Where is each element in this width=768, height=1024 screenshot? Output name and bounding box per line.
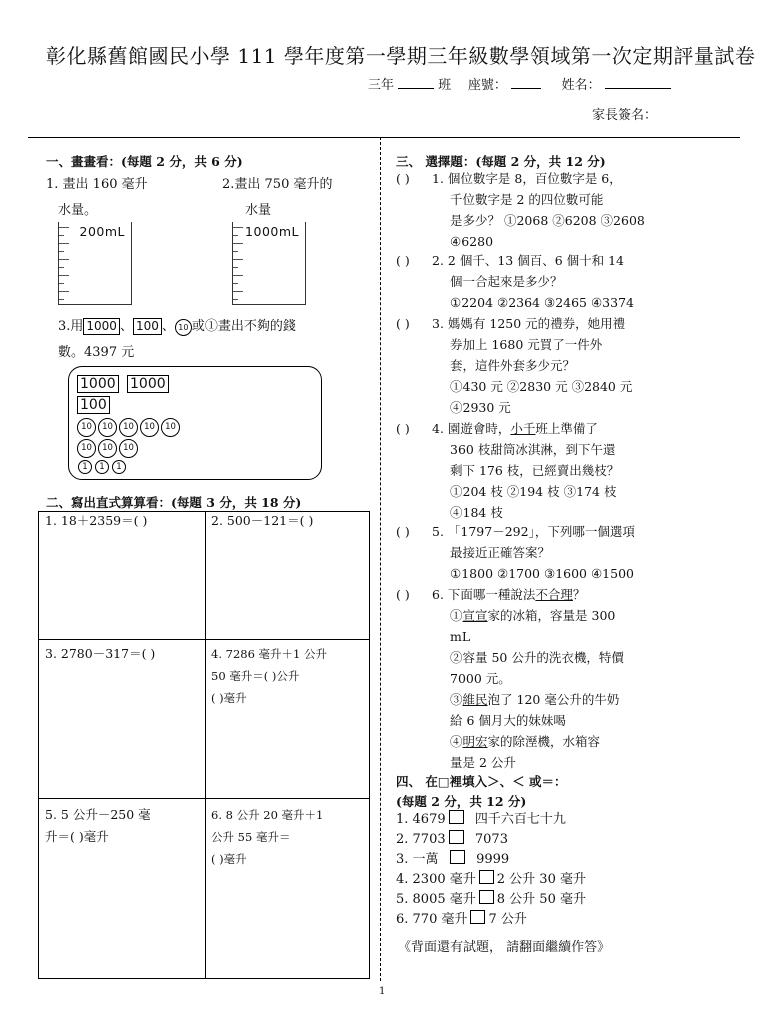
q5-line: 最接近正確答案？ (450, 545, 551, 560)
q6-line: 給 6 個月大的妹妹喝 (450, 713, 566, 728)
compare-left: 6. 770 毫升 (396, 912, 468, 927)
compare-right: 7073 (474, 832, 508, 847)
bill-1000-icon: 1000 (77, 375, 119, 393)
class-label: 班 (438, 78, 452, 93)
calc-cell-4-line2: 50 毫升＝( )公升 (211, 669, 300, 683)
q6-option-4 (450, 731, 736, 752)
coin-10-icon: 10 (77, 418, 96, 437)
parent-signature-label: 家長簽名： (592, 108, 658, 123)
compare-item-3 (396, 850, 586, 870)
compare-item-4 (396, 870, 586, 890)
calc-cell-6-line1: 6. 8 公升 20 毫升＋1 (211, 808, 324, 822)
grid-vertical-line (205, 512, 206, 978)
q3-line: ④2930 元 (450, 400, 511, 415)
q6-line: mL (450, 629, 471, 644)
q6-line: 量是 2 公升 (450, 755, 516, 770)
q5-line: ①1800 ②1700 ③1600 ④1500 (450, 566, 634, 581)
note-100-icon: 100 (133, 318, 162, 335)
choice-question-6[interactable] (396, 584, 736, 773)
compare-right: 四千六百七十九 (474, 812, 566, 827)
compare-box[interactable] (449, 830, 464, 844)
coin-1-icon: 1 (95, 460, 109, 474)
coin-10-icon: 10 (119, 418, 138, 437)
compare-right: 8 公升 50 毫升 (496, 892, 586, 907)
calc-cell-4[interactable] (211, 643, 327, 709)
q6-option-3-text: 泡了 120 毫公升的牛奶 (487, 692, 620, 707)
q6-option-3-mark: ③ (450, 692, 463, 707)
calc-cell-6-line2: 公升 55 毫升＝ (211, 830, 291, 844)
q6-option-3 (450, 689, 736, 710)
part1-q3-sep-2: 、 (161, 319, 175, 334)
seat-label: 座號： (467, 78, 507, 93)
compare-box[interactable] (470, 910, 485, 924)
q4-line: 剩下 176 枝，已經賣出幾枝？ (450, 463, 620, 478)
coin-10-icon: 10 (140, 418, 159, 437)
beaker-1000ml-label: 1000mL (245, 224, 299, 239)
beaker-1000ml[interactable] (232, 222, 306, 305)
beaker-200ml-label: 200mL (79, 224, 125, 239)
part1-q3-sep: 、 (119, 319, 133, 334)
calc-cell-4-line3: ( )毫升 (211, 691, 247, 705)
compare-item-2 (396, 830, 586, 850)
part1-heading: 一、畫畫看：(每題 2 分，共 6 分) (46, 154, 243, 169)
answer-blank[interactable]: ( ) (396, 253, 410, 268)
q6-option-1-mark: ① (450, 608, 463, 623)
part4-subheading: (每題 2 分，共 12 分) (396, 794, 527, 809)
coin-1-icon: 1 (78, 460, 92, 474)
q1-line: 是多少？ ①2068 ②6208 ③2608 (450, 213, 645, 228)
grid-horizontal-line (39, 798, 369, 799)
page-number: 1 (379, 986, 386, 997)
part2-heading: 二、寫出直式算算看：(每題 3 分，共 18 分) (46, 495, 302, 510)
coin-10-icon: 10 (98, 418, 117, 437)
compare-left: 1. 4679 (396, 812, 446, 827)
calc-cell-2-text: 2. 500－121＝( ) (211, 513, 314, 528)
calc-cell-3[interactable] (45, 643, 155, 665)
coin-10-icon: 10 (77, 439, 96, 458)
exam-title: 彰化縣舊館國民小學 111 學年度第一學期三年級數學領域第一次定期評量試卷 (46, 44, 756, 68)
coin-1-icon: 1 (112, 460, 126, 474)
q2-line: 2. 2 個千、13 個百、6 個十和 14 (432, 253, 625, 268)
calc-cell-6-line3: ( )毫升 (211, 852, 247, 866)
bill-100-icon: 100 (77, 396, 110, 414)
q6-prefix: 6. 下面哪一種說法 (432, 587, 536, 602)
class-blank[interactable] (398, 88, 434, 89)
calc-cell-6[interactable] (211, 804, 323, 870)
header-rule (28, 137, 740, 138)
answer-blank[interactable]: ( ) (396, 587, 410, 602)
grid-horizontal-line (39, 639, 369, 640)
column-divider (380, 137, 381, 981)
money-box[interactable] (68, 366, 322, 480)
q4-line: 360 枝甜筒冰淇淋，到下午還 (450, 442, 616, 457)
q4-line: ④184 枝 (450, 505, 503, 520)
choice-question-2[interactable] (396, 250, 736, 313)
student-info-line (368, 74, 671, 93)
part1-q1-line2: 水量。 (58, 203, 98, 218)
part1-q3-prefix: 3.用 (58, 319, 84, 334)
calc-cell-4-line1: 4. 7286 毫升＋1 公升 (211, 647, 328, 661)
calc-cell-1-text: 1. 18＋2359＝( ) (45, 513, 148, 528)
calc-cell-3-text: 3. 2780－317＝( ) (45, 646, 156, 661)
calculation-grid (38, 511, 370, 979)
choice-question-5[interactable] (396, 521, 736, 584)
q4-line (432, 418, 736, 439)
q6-option-1 (450, 605, 736, 626)
beaker-200ml[interactable] (58, 222, 132, 305)
part1-q3-suffix: 或①畫出不夠的錢 (191, 319, 296, 334)
part3-heading: 三、 選擇題：(每題 2 分，共 12 分) (396, 154, 606, 169)
compare-item-6 (396, 910, 586, 930)
coin-10-icon: 10 (161, 418, 180, 437)
compare-left: 3. 一萬 (396, 852, 439, 867)
q3-line: 套，這件外套多少元？ (450, 358, 576, 373)
choice-question-1[interactable] (396, 168, 736, 252)
compare-left: 2. 7703 (396, 832, 446, 847)
q4-line: ①204 枝 ②194 枝 ③174 枝 (450, 484, 617, 499)
compare-left: 4. 2300 毫升 (396, 872, 476, 887)
choice-question-3[interactable] (396, 313, 736, 418)
part4-heading: 四、 在□裡填入＞、＜ 或＝： (396, 774, 567, 789)
part1-q2-line1: 2.畫出 750 毫升的 (222, 177, 333, 192)
q6-option-3-name: 維民 (462, 692, 488, 707)
q3-line: 3. 媽媽有 1250 元的禮券，她用禮 (432, 316, 626, 331)
compare-box[interactable] (449, 810, 464, 824)
choice-question-4[interactable] (396, 418, 736, 523)
q6-line: 7000 元。 (450, 671, 511, 686)
q1-line: 1. 個位數字是 8，百位數字是 6， (432, 171, 622, 186)
coin-10-icon: 10 (175, 319, 192, 336)
q5-line: 5. 「1797－292」，下列哪一個選項 (432, 524, 635, 539)
bill-1000-icon: 1000 (127, 375, 169, 393)
q6-option-2: ②容量 50 公升的洗衣機，特價 (450, 650, 624, 665)
answer-blank[interactable]: ( ) (396, 316, 410, 331)
q6-option-4-mark: ④ (450, 734, 463, 749)
q6-emphasis: 不合理 (535, 587, 573, 602)
compare-box[interactable] (479, 890, 494, 904)
grade-label: 三年 (368, 78, 395, 93)
q3-line: 券加上 1680 元買了一件外 (450, 337, 603, 352)
q1-line: 千位數字是 2 的四位數可能 (450, 192, 604, 207)
calc-cell-1[interactable] (45, 510, 147, 532)
compare-box[interactable] (450, 850, 465, 864)
name-label: 姓名： (561, 78, 601, 93)
compare-right: 2 公升 30 毫升 (496, 872, 586, 887)
q6-option-1-name: 宣宣 (462, 608, 488, 623)
q6-option-1-text: 家的冰箱，容量是 300 (487, 608, 616, 623)
part1-q2-line2: 水量 (245, 203, 272, 218)
part1-q3-line2: 數。4397 元 (58, 345, 135, 360)
answer-blank[interactable]: ( ) (396, 421, 410, 436)
q6-option-4-text: 家的除溼機，水箱容 (487, 734, 601, 749)
q1-line: ④6280 (450, 234, 494, 249)
calc-cell-5[interactable] (45, 804, 151, 848)
footer-note: 《背面還有試題， 請翻面繼續作答》 (398, 940, 611, 955)
compare-right: 7 公升 (488, 912, 527, 927)
compare-item-1 (396, 810, 586, 830)
coin-10-icon: 10 (119, 439, 138, 458)
q6-option-4-name: 明宏 (462, 734, 488, 749)
coin-10-icon: 10 (98, 439, 117, 458)
part1-q1-line1: 1. 畫出 160 毫升 (46, 177, 148, 192)
compare-item-5 (396, 890, 586, 910)
q3-line: ①430 元 ②2830 元 ③2840 元 (450, 379, 633, 394)
q4-rest: 班上準備了 (535, 421, 598, 436)
q4-name: 小千 (510, 421, 536, 436)
calc-cell-5-line1: 5. 5 公升－250 毫 (45, 807, 151, 822)
compare-left: 5. 8005 毫升 (396, 892, 476, 907)
q6-suffix: ？ (572, 587, 586, 602)
compare-box[interactable] (479, 870, 494, 884)
calc-cell-2[interactable] (211, 510, 313, 532)
part1-q3-line1 (58, 318, 296, 336)
name-blank[interactable] (605, 88, 671, 89)
compare-right: 9999 (476, 852, 510, 867)
answer-blank[interactable]: ( ) (396, 524, 410, 539)
q2-line: ①2204 ②2364 ③2465 ④3374 (450, 295, 634, 310)
q4-prefix: 4. 園遊會時， (432, 421, 511, 436)
seat-blank[interactable] (511, 88, 541, 89)
answer-blank[interactable]: ( ) (396, 171, 410, 186)
compare-list (396, 810, 586, 930)
q6-line (432, 584, 736, 605)
calc-cell-5-line2: 升＝( )毫升 (45, 829, 109, 844)
note-1000-icon: 1000 (83, 318, 120, 335)
q2-line: 個一合起來是多少？ (450, 274, 563, 289)
